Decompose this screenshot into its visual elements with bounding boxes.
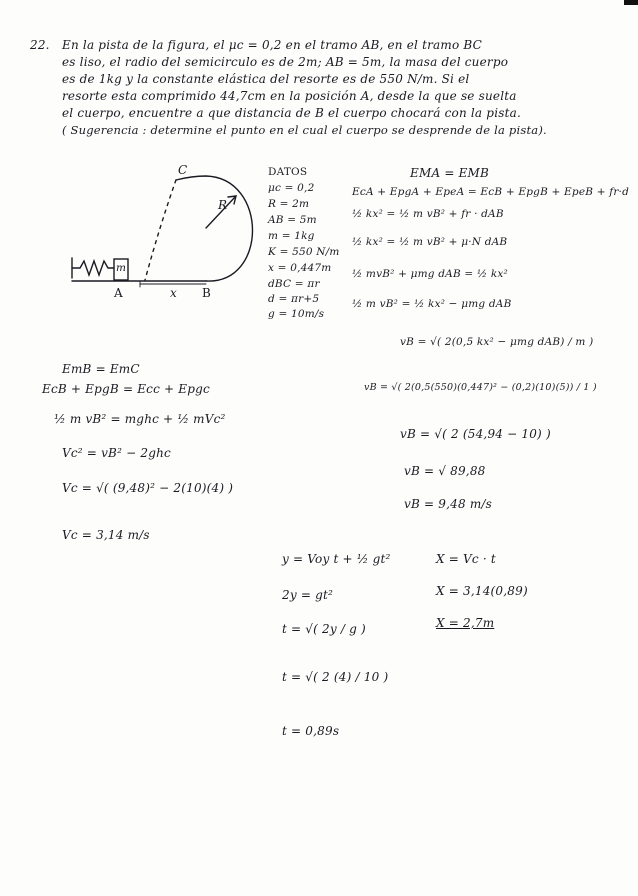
datos-item: x = 0,447m bbox=[268, 262, 332, 274]
equation-line: vB = √( 2(0,5(550)(0,447)² − (0,2)(10)(5)) / 1 ) bbox=[364, 382, 597, 393]
label-b: B bbox=[202, 286, 212, 300]
equation-line: X = Vc · t bbox=[436, 552, 496, 566]
problem-line: ( Sugerencia : determine el punto en el cual el cuerpo se desprende de la pista). bbox=[62, 123, 547, 137]
equation-line: Vc = √( (9,48)² − 2(10)(4) ) bbox=[62, 481, 234, 495]
datos-item: g = 10m/s bbox=[268, 308, 325, 320]
equation-line: ½ kx² = ½ m vB² + μ·N dAB bbox=[352, 236, 508, 248]
problem-line: resorte esta comprimido 44,7cm en la posición A, desde la que se suelta bbox=[62, 89, 517, 103]
label-m: m bbox=[116, 262, 127, 274]
equation-line: EmB = EmC bbox=[62, 362, 140, 376]
equation-line: vB = 9,48 m/s bbox=[404, 497, 492, 511]
datos-item: m = 1kg bbox=[268, 230, 315, 242]
equation-line: Vc² = vB² − 2ghc bbox=[62, 446, 171, 460]
datos-item: K = 550 N/m bbox=[268, 246, 340, 258]
equation-line: 2y = gt² bbox=[282, 588, 334, 602]
problem-line: es liso, el radio del semicirculo es de 2m; AB = 5m, la masa del cuerpo bbox=[62, 55, 509, 69]
equation-line: vB = √( 2 (54,94 − 10) ) bbox=[400, 427, 551, 441]
equation-line: ½ m vB² = mghc + ½ mVc² bbox=[54, 412, 226, 426]
equation-line: t = √( 2 (4) / 10 ) bbox=[282, 670, 389, 684]
problem-number: 22. bbox=[30, 38, 50, 52]
equation-line: X = 3,14(0,89) bbox=[436, 584, 528, 598]
equation-line: vB = √( 2(0,5 kx² − μmg dAB) / m ) bbox=[400, 336, 594, 348]
label-r: R bbox=[218, 198, 228, 212]
datos-item: d = πr+5 bbox=[268, 293, 320, 305]
datos-title: DATOS bbox=[268, 166, 308, 178]
label-a: A bbox=[114, 286, 123, 300]
trajectory-dashed bbox=[145, 180, 176, 280]
equation-line: ½ m vB² = ½ kx² − μmg dAB bbox=[352, 298, 512, 310]
equation-line: t = √( 2y / g ) bbox=[282, 622, 366, 636]
equation-line: t = 0,89s bbox=[282, 724, 340, 738]
equation-line: EcA + EpgA + EpeA = EcB + EpgB + EpeB + fr·d bbox=[352, 186, 630, 198]
problem-line: es de 1kg y la constante elástica del resorte es de 550 N/m. Si el bbox=[62, 72, 470, 86]
label-c: C bbox=[178, 163, 188, 177]
equation-line: ½ kx² = ½ m vB² + fr · dAB bbox=[352, 208, 504, 220]
equation-line: ½ mvB² + μmg dAB = ½ kx² bbox=[352, 268, 508, 280]
equation-line: vB = √ 89,88 bbox=[404, 464, 486, 478]
datos-item: AB = 5m bbox=[268, 214, 317, 226]
datos-item: R = 2m bbox=[268, 198, 310, 210]
problem-line: En la pista de la figura, el μc = 0,2 en el tramo AB, en el tramo BC bbox=[62, 38, 483, 52]
equation-line: Vc = 3,14 m/s bbox=[62, 528, 150, 542]
datos-item: dBC = πr bbox=[268, 278, 320, 290]
equation-line: EcB + EpgB = Ecc + Epgc bbox=[42, 382, 210, 396]
equation-line: y = Voy t + ½ gt² bbox=[282, 552, 391, 566]
spring-icon bbox=[72, 261, 114, 275]
final-answer: X = 2,7m bbox=[436, 616, 495, 630]
semicircle-track bbox=[176, 176, 253, 281]
label-x: x bbox=[170, 286, 177, 300]
problem-line: el cuerpo, encuentre a que distancia de B el cuerpo chocará con la pista. bbox=[62, 106, 521, 120]
equation-line: EMA = EMB bbox=[410, 166, 490, 180]
datos-item: μc = 0,2 bbox=[268, 182, 315, 194]
